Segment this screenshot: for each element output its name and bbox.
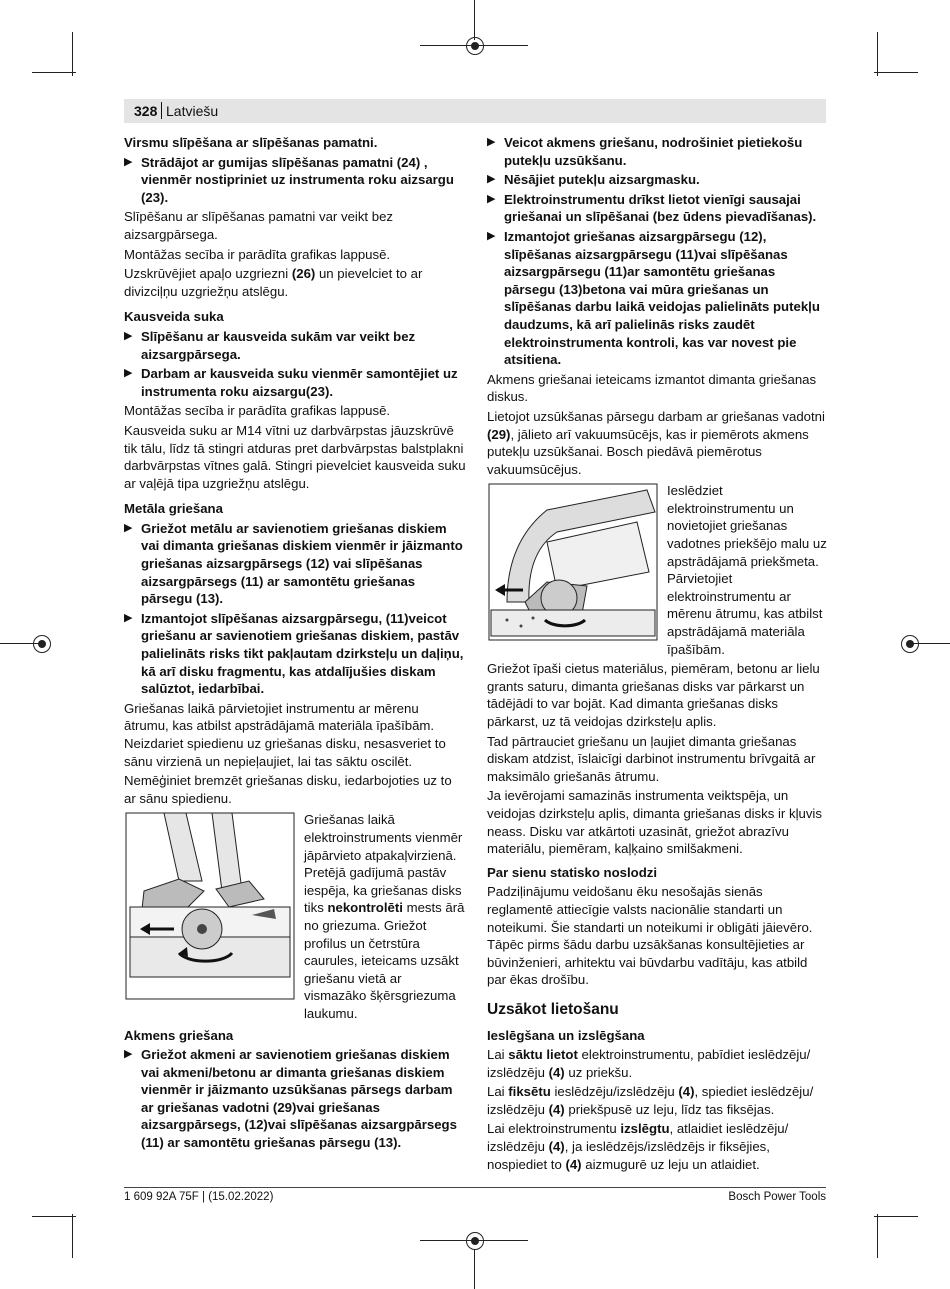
ref-number: (26): [291, 266, 316, 282]
section-heading: Virsmu slīpēšana ar slīpēšanas pamatni.: [124, 135, 378, 150]
warning-item: ▶ Darbam ar kausveida suku vienmēr samontējiet uz instrumenta roku aizsargu(23).: [124, 365, 466, 400]
section-heading: Metāla griešana: [124, 501, 223, 517]
page-number: 328: [134, 103, 158, 119]
figure-caption: Ieslēdziet elektroinstrumentu un novietojiet griešanas vadotnes priekšējo malu uz apstrādājamā priekšmeta. Pārvietojiet elektroinstrumentu ar mērenu ātrumu, kas atbilst apstrādājamā materiāla īpašībām.: [667, 483, 827, 657]
text: Griešanas laikā elektroinstruments vienmēr jāpārvieto atpakaļvirzienā. Pretējā gadījumā pastāv iespēja, ka griešanas disks tiks: [304, 812, 463, 916]
text: aizmugurē uz leju un atlaidiet.: [581, 1156, 760, 1172]
warning-list: [124, 1046, 466, 1152]
chapter-heading: Uzsākot lietošanu: [487, 1000, 619, 1018]
warning-item: ▶ Nēsājiet putekļu aizsargmasku.: [487, 171, 827, 189]
crop-mark: [32, 1216, 76, 1217]
crop-mark: [877, 1214, 878, 1258]
warning-item: ▶ Griežot akmeni ar savienotiem griešanas diskiem vai akmeni/betonu ar dimanta griešanas diskiem vienmēr ir jāizmanto uzsūkšanas pārsegs darbam ar griešanas vadotni (29)vai griešanas aizsargpārsegs, (12)vai slīpēšanas aizsargpārsegs (11) ar samontētu griešanas pārsegu (13).: [124, 1046, 466, 1152]
section-heading: Akmens griešana: [124, 1027, 234, 1043]
text: Lietojot uzsūkšanas pārsegu darbam ar griešanas vadotni: [487, 408, 825, 424]
crop-mark: [874, 72, 918, 73]
figure-row: [487, 482, 827, 658]
paragraph: [124, 265, 466, 300]
ref-number: (4): [678, 1084, 695, 1100]
text: mests ārā no griezuma. Griežot profilus un četrstūra caurules, ieteicams uzsākt griešanu vietā ar vismazāko šķērsgriezuma laukumu.: [304, 900, 465, 1021]
registration-mark-icon: [466, 1232, 484, 1250]
cutting-figure: [124, 811, 296, 1022]
ref-number: (29): [487, 426, 511, 442]
registration-mark-icon: [901, 635, 919, 653]
crop-mark: [474, 1249, 475, 1289]
text: Lai elektroinstrumentu: [487, 1121, 621, 1137]
paragraph: Tad pārtrauciet griešanu un ļaujiet dimanta griešanas diskam atdzist, īslaicīgi darbinot instrumentu brīvgaitā ar maksimālo griešanās ātrumu.: [487, 733, 816, 784]
paragraph: Kausveida suku ar M14 vītni uz darbvārpstas jāuzskrūvē tik tālu, līdz tā stingri atduras pret darbvārpstas balstplakni darbvārpstas vītnes galā. Stingri pievelciet kausveida suku ar vaļējā tipa uzgriežņu atslēgu.: [124, 422, 466, 491]
section-heading: Kausveida suka: [124, 309, 224, 325]
language-label: Latviešu: [166, 103, 219, 119]
text: Lai: [487, 1084, 509, 1100]
paragraph: Griežot īpaši cietus materiālus, piemēram, betonu ar lielu grants saturu, dimanta griešanas disks var pārkarst un tādējādi to var bojāt. Kad dimanta griešanas disks pārkarst, uz tā veidojas dzirksteļu aplis.: [487, 661, 820, 729]
paragraph: Montāžas secība ir parādīta grafikas lappusē.: [124, 403, 391, 419]
footer-brand: Bosch Power Tools: [728, 1191, 826, 1203]
crop-mark: [32, 72, 76, 73]
paragraph: Padziļinājumu veidošanu ēku nesošajās sienās reglamentē attiecīgie valsts nacionālie standarti un noteikumi. Šie standarti un noteikumi ir obligāti jāievēro. Tāpēc pirms šādu darbu uzsākšanas konsultējieties ar būvinženieri, arhitektu vai būvdarbu vadītāju, kas atbild par ēkas drošību.: [487, 884, 813, 988]
right-column: [487, 134, 827, 1175]
emphasis: nekontrolēti: [327, 900, 403, 916]
figure-caption: [304, 811, 466, 1022]
footer-rule: [124, 1187, 826, 1188]
crop-mark: [72, 1214, 73, 1258]
paragraph: Griešanas laikā pārvietojiet instrumentu ar mērenu ātrumu, kas atbilst apstrādājamā materiāla īpašībām. Neizdariet spiedienu uz griešanas disku, nesasveriet to sānu virzienā un nepieļaujiet, lai tas sāktu oscilēt.: [124, 700, 446, 769]
text: , jālieto arī vakuumsūcējs, kas ir piemērots akmens putekļu uzsūkšanai. Bosch piedāvā piemērotus vakuumsūcējus.: [487, 426, 809, 477]
emphasis: sāktu lietot: [508, 1047, 578, 1063]
left-column: [124, 134, 466, 1154]
warning-list: [124, 520, 466, 698]
text: Uzskrūvējiet apaļo uzgriezni: [124, 266, 292, 282]
page-header: [124, 99, 826, 123]
ref-number: (4): [565, 1156, 582, 1172]
text: ieslēdzēju/izslēdzēju: [550, 1084, 679, 1100]
text: Lai: [487, 1047, 509, 1063]
paragraph: Akmens griešanai ieteicams izmantot dimanta griešanas diskus.: [487, 371, 817, 405]
text: un pievelciet to ar divizciļņu uzgriežņu atslēgu.: [124, 266, 423, 299]
warning-list: [124, 328, 466, 400]
warning-item: ▶ Izmantojot slīpēšanas aizsargpārsegu, (11)veicot griešanu ar savienotiem griešanas diskiem, pastāv palielināts risks tikt pakļautam dzirksteļu un daļiņu, kā arī disku fragmentu, kas atdalījušies diskam salūztot, iedarbībai.: [124, 610, 466, 698]
figure-row: [124, 811, 466, 1022]
crop-mark: [474, 0, 475, 40]
registration-mark-icon: [33, 635, 51, 653]
paragraph: [487, 1083, 827, 1118]
footer-doc-id: 1 609 92A 75F | (15.02.2022): [124, 1191, 274, 1203]
ref-number: (4): [548, 1064, 565, 1080]
warning-item: ▶ Elektroinstrumentu drīkst lietot vienīgi sausajai griešanai un slīpēšanai (bez ūdens pievadīšanas).: [487, 191, 827, 226]
emphasis: fiksētu: [508, 1084, 551, 1100]
paragraph: Montāžas secība ir parādīta grafikas lappusē.: [124, 246, 391, 262]
paragraph: Ja ievērojami samazinās instrumenta veiktspēja, un veidojas dzirksteļu aplis, dimanta griešanas disks ir kļuvis neass. Disku var atkārtoti uzasināt, griežot abrazīvu materiālu, piemēram, kaļķaino smilšakmeni.: [487, 788, 822, 857]
warning-item: ▶ Strādājot ar gumijas slīpēšanas pamatni (24) , vienmēr nostipriniet uz instrumenta roku aizsargu (23).: [124, 154, 466, 207]
emphasis: izslēgtu: [620, 1121, 670, 1137]
paragraph: [487, 408, 827, 478]
text: priekšpusē uz leju, līdz tas fiksējas.: [564, 1101, 775, 1117]
text: uz priekšu.: [564, 1064, 633, 1080]
warning-item: ▶ Griežot metālu ar savienotiem griešanas diskiem vai dimanta griešanas diskiem vienmēr ir jāizmanto griešanas aizsargpārsegs (12) vai slīpēšanas aizsargpārsegs (11) ar samontētu griešanas pārsegu (13).: [124, 520, 466, 608]
crop-mark: [72, 32, 73, 76]
ref-number: (4): [548, 1101, 565, 1117]
crop-mark: [877, 32, 878, 76]
stone-cutting-figure: [487, 482, 659, 658]
text: elektroinstrumentu, pabīdiet ieslēdzēju/ izslēdzēju: [487, 1047, 811, 1080]
text: , atlaidiet ieslēdzēju/ izslēdzēju: [487, 1121, 789, 1155]
paragraph: [487, 1120, 827, 1173]
warning-item: ▶ Izmantojot griešanas aizsargpārsegu (12), slīpēšanas aizsargpārsegu (11)vai slīpēšanas aizsargpārsegu (11)ar samontētu griešanas pārsegu (13)betona vai mūra griešanas un slīpēšanas darbu laikā veidojas palielināts putekļu daudzums, kā arī palielinās risks zaudēt elektroinstrumenta kontroli, kas var novest pie atsitiena.: [487, 228, 827, 369]
warning-item: ▶ Veicot akmens griešanu, nodrošiniet pietiekošu putekļu uzsūkšanu.: [487, 134, 827, 169]
crop-mark: [874, 1216, 918, 1217]
grinder-with-guide-illustration: [487, 482, 659, 642]
ref-number: (4): [548, 1139, 565, 1155]
paragraph: Nemēģiniet bremzēt griešanas disku, iedarbojoties uz to ar sānu spiedienu.: [124, 773, 452, 806]
warning-list: [487, 134, 827, 369]
header-divider: [161, 102, 162, 119]
angle-grinder-illustration: [124, 811, 296, 1001]
warning-item: ▶ Slīpēšanu ar kausveida sukām var veikt bez aizsargpārsega.: [124, 328, 466, 363]
paragraph: Slīpēšanu ar slīpēšanas pamatni var veikt bez aizsargpārsega.: [124, 209, 394, 242]
registration-mark-icon: [466, 37, 484, 55]
section-heading: Par sienu statisko noslodzi: [487, 864, 658, 880]
text: , spiediet ieslēdzēju/ izslēdzēju: [487, 1084, 814, 1117]
text: , ja ieslēdzējs/izslēdzējs ir fiksējies, nospiediet to: [487, 1139, 770, 1172]
paragraph: [487, 1046, 827, 1081]
warning-list: [124, 154, 466, 207]
section-heading: Ieslēgšana un izslēgšana: [487, 1027, 645, 1043]
